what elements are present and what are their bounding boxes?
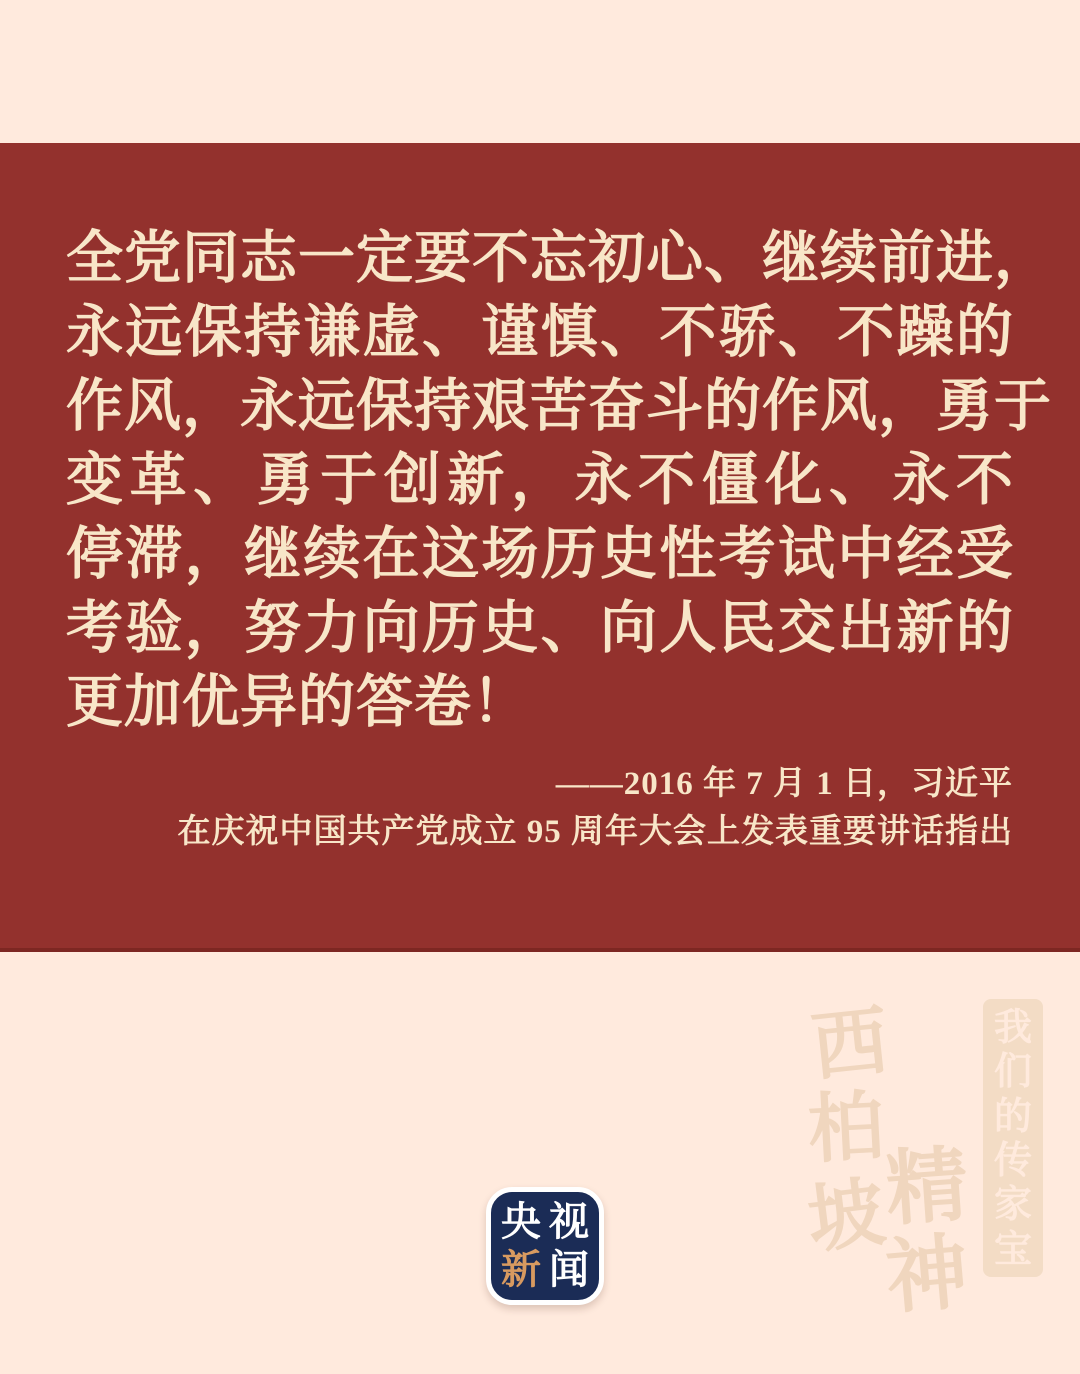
logo-char-xin: 新 [501, 1248, 541, 1292]
watermark-char-jing: 精 [882, 1136, 972, 1238]
cctv-news-logo [486, 1187, 604, 1305]
quote-line-3: 作风，永远保持艰苦奋斗的作风，勇于 [66, 375, 1052, 438]
seal-char-men: 们 [993, 1048, 1032, 1094]
watermark-char-xi: 西 [807, 995, 893, 1092]
quote-line-4: 变革、勇于创新，永不僵化、永不 [66, 449, 1014, 512]
quote-attribution [113, 760, 1013, 856]
quote-line-7: 更加优异的答卷！ [66, 671, 530, 734]
quote-text-block [66, 222, 1052, 740]
seal-char-bao: 宝 [993, 1225, 1032, 1271]
seal-char-wo: 我 [993, 1004, 1032, 1050]
logo-char-shi: 视 [549, 1200, 589, 1244]
attribution-date-speaker: ——2016 年 7 月 1 日，习近平 [555, 766, 1013, 802]
logo-char-yang: 央 [501, 1200, 541, 1244]
logo-char-wen: 闻 [549, 1248, 589, 1292]
quote-line-6: 考验，努力向历史、向人民交出新的 [66, 597, 1014, 660]
seal-char-de: 的 [993, 1092, 1032, 1138]
attribution-occasion: 在庆祝中国共产党成立 95 周年大会上发表重要讲话指出 [177, 814, 1013, 850]
watermark-char-bai: 柏 [805, 1081, 887, 1174]
watermark-char-po: 坡 [802, 1166, 890, 1265]
quote-line-2: 永远保持谦虚、谨慎、不骄、不躁的 [66, 301, 1014, 364]
quote-line-1: 全党同志一定要不忘初心、继续前进， [66, 227, 1052, 290]
watermark-char-shen: 神 [881, 1223, 973, 1327]
seal-char-chuan: 传 [993, 1137, 1032, 1183]
quote-line-5: 停滞，继续在这场历史性考试中经受 [66, 523, 1014, 586]
seal-char-jia: 家 [993, 1181, 1032, 1227]
watermark-seal-column [983, 999, 1043, 1277]
